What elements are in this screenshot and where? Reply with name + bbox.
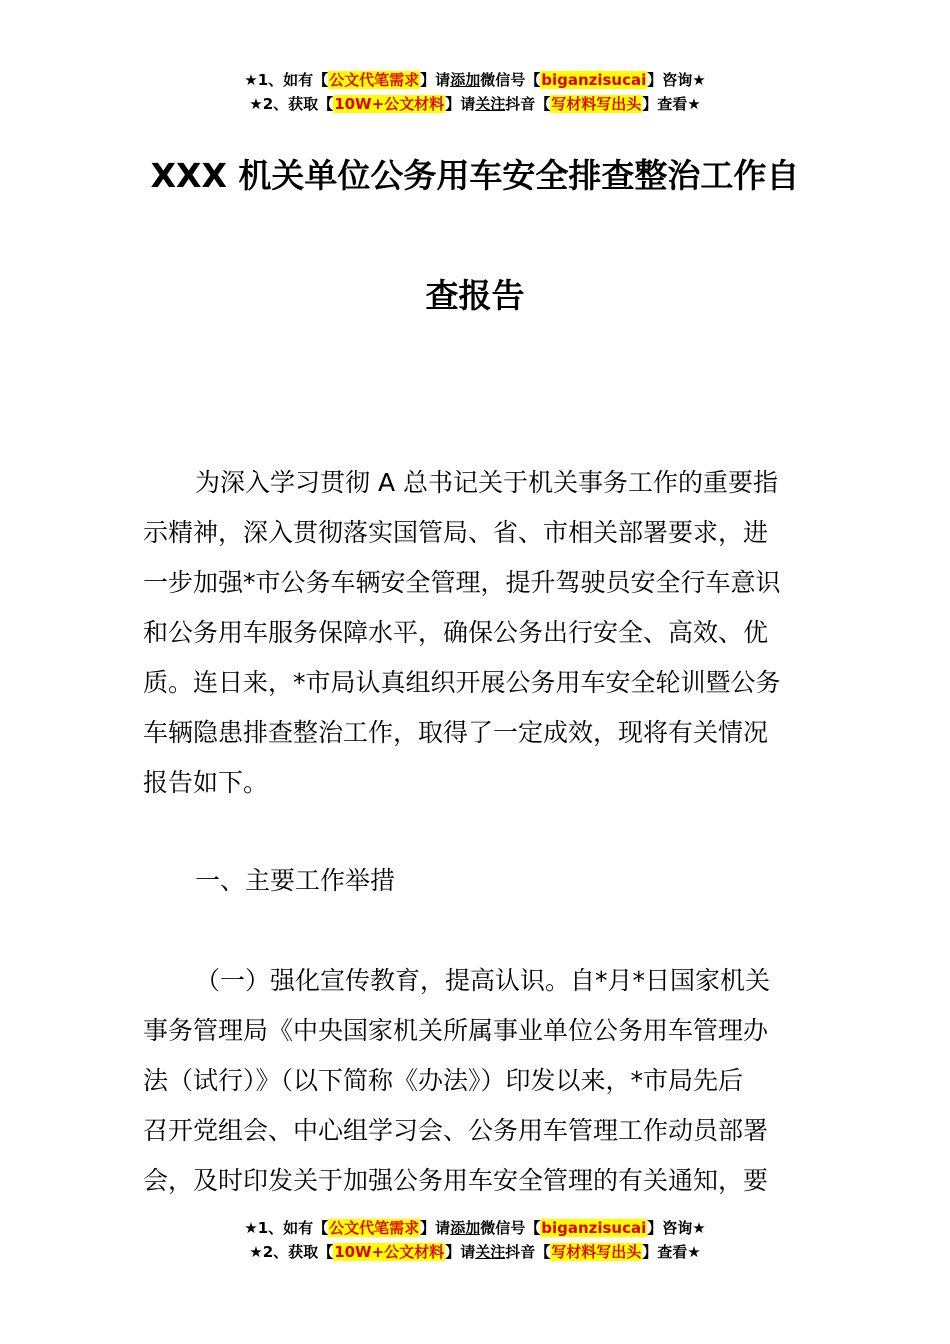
banner-text: 】请 xyxy=(420,71,451,89)
paragraph-line: 车辆隐患排查整治工作，取得了一定成效，现将有关情况 xyxy=(143,718,769,747)
paragraph-line: 报告如下。 xyxy=(143,768,269,797)
banner-line-2 xyxy=(0,1240,950,1264)
paragraph-section-1 xyxy=(143,956,813,1206)
banner-highlight: 10W+公文材料 xyxy=(334,95,445,113)
section-heading-text: 一、主要工作举措 xyxy=(195,866,396,895)
document-title-line-1: XXX 机关单位公务用车安全排查整治工作自 xyxy=(150,156,800,195)
banner-line-1 xyxy=(0,68,950,92)
paragraph-line: 为深入学习贯彻 A 总书记关于机关事务工作的重要指 xyxy=(195,468,778,497)
banner-underlined: 添加 xyxy=(450,1219,481,1237)
banner-text: ★2、获取【 xyxy=(249,1243,334,1261)
paragraph-line: 一步加强*市公务车辆安全管理，提升驾驶员安全行车意识 xyxy=(143,568,781,597)
document-title-line-2: 查报告 xyxy=(425,276,525,315)
banner-highlight-wechat: biganzisucai xyxy=(541,1219,647,1237)
banner-text: 】查看★ xyxy=(642,1243,701,1261)
banner-highlight: 10W+公文材料 xyxy=(334,1243,445,1261)
section-heading xyxy=(143,856,813,906)
banner-underlined: 关注 xyxy=(475,1243,506,1261)
paragraph-line: 质。连日来，*市局认真组织开展公务用车安全轮训暨公务 xyxy=(143,668,781,697)
paragraph-line: 召开党组会、中心组学习会、公务用车管理工作动员部署 xyxy=(143,1116,769,1145)
paragraph-line: （一）强化宣传教育，提高认识。自*月*日国家机关 xyxy=(195,966,771,995)
banner-text: 】请 xyxy=(420,1219,451,1237)
banner-text: ★1、如有【 xyxy=(244,71,329,89)
banner-text: 微信号【 xyxy=(480,71,541,89)
banner-line-1 xyxy=(0,1216,950,1240)
banner-text: 抖音【 xyxy=(505,1243,551,1261)
banner-highlight-douyin: 写材料写出头 xyxy=(551,1243,642,1261)
banner-text: 微信号【 xyxy=(480,1219,541,1237)
banner-text: ★1、如有【 xyxy=(244,1219,329,1237)
banner-highlight: 公文代笔需求 xyxy=(329,71,420,89)
banner-text: 】查看★ xyxy=(642,95,701,113)
banner-highlight-wechat: biganzisucai xyxy=(541,71,647,89)
banner-highlight: 公文代笔需求 xyxy=(329,1219,420,1237)
banner-text: 】咨询★ xyxy=(647,1219,706,1237)
banner-line-2 xyxy=(0,92,950,116)
banner-underlined: 关注 xyxy=(475,95,506,113)
top-banner xyxy=(0,68,950,116)
banner-text: 抖音【 xyxy=(505,95,551,113)
paragraph-line: 事务管理局《中央国家机关所属事业单位公务用车管理办 xyxy=(143,1016,769,1045)
banner-text: 】请 xyxy=(445,95,476,113)
paragraph-intro xyxy=(143,458,813,808)
banner-highlight-douyin: 写材料写出头 xyxy=(551,95,642,113)
paragraph-line: 和公务用车服务保障水平，确保公务出行安全、高效、优 xyxy=(143,618,769,647)
paragraph-line: 会，及时印发关于加强公务用车安全管理的有关通知，要 xyxy=(143,1166,769,1195)
paragraph-line: 示精神，深入贯彻落实国管局、省、市相关部署要求，进 xyxy=(143,518,769,547)
banner-text: 】请 xyxy=(445,1243,476,1261)
paragraph-line: 法（试行）》（以下简称《办法》）印发以来，*市局先后 xyxy=(143,1066,744,1095)
bottom-banner xyxy=(0,1216,950,1264)
banner-text: 】咨询★ xyxy=(647,71,706,89)
banner-text: ★2、获取【 xyxy=(249,95,334,113)
banner-underlined: 添加 xyxy=(450,71,481,89)
